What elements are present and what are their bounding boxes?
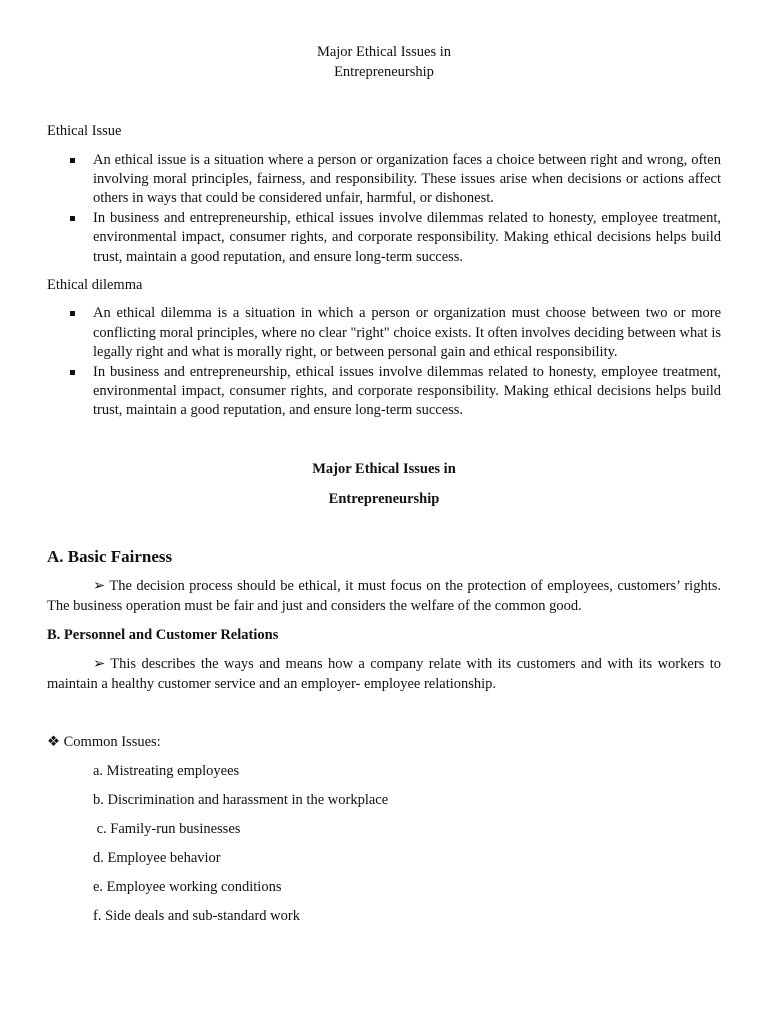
ethical-issue-bullet-1: An ethical issue is a situation where a person or organization faces a choice between right and wrong, often involving moral principles, fairness, and responsibility. These issues arise when decisions or actions affect others in ways that could be considered unfair, harmful, or dishonest. bbox=[93, 151, 721, 209]
section-a-body: ➢ The decision process should be ethical, it must focus on the protection of employees, customers’ rights. The business operation must be fair and just and considers the welfare of the common good. bbox=[47, 577, 721, 614]
main-title-line1: Major Ethical Issues in bbox=[312, 460, 456, 477]
ethical-issue-bullet-2: In business and entrepreneurship, ethical issues involve dilemmas related to honesty, employee treatment, environmental impact, consumer rights, and corporate responsibility. Making ethical decisions helps build trust, maintain a good reputation, and ensure long-term success. bbox=[93, 209, 721, 267]
ethical-dilemma-bullet-1: An ethical dilemma is a situation in which a person or organization must choose between two or more conflicting moral principles, where no clear "right" choice exists. It often involves deciding between what is legally right and what is morally right, or between personal gain and ethical responsibility. bbox=[93, 304, 721, 362]
document-title-line2: Entrepreneurship bbox=[334, 64, 434, 80]
common-issue-item: e. Employee working conditions bbox=[93, 878, 282, 895]
common-issue-item: b. Discrimination and harassment in the workplace bbox=[93, 791, 389, 808]
common-issue-item: f. Side deals and sub-standard work bbox=[93, 907, 300, 924]
common-issues-heading: ❖ Common Issues: bbox=[47, 733, 161, 750]
main-title-line2: Entrepreneurship bbox=[328, 490, 440, 507]
ethical-dilemma-label: Ethical dilemma bbox=[47, 276, 143, 293]
ethical-dilemma-bullet-2: In business and entrepreneurship, ethical issues involve dilemmas related to honesty, employee treatment, environmental impact, consumer rights, and corporate responsibility. Making ethical decisions helps build trust, maintain a good reputation, and ensure long-term success. bbox=[93, 363, 721, 421]
ethical-issue-list bbox=[47, 151, 721, 267]
ethical-issue-label: Ethical Issue bbox=[47, 123, 122, 139]
document-title bbox=[47, 0, 721, 82]
common-issue-item: d. Employee behavior bbox=[93, 849, 221, 866]
ethical-dilemma-list bbox=[47, 304, 721, 420]
section-a-heading: A. Basic Fairness bbox=[47, 546, 173, 566]
section-b-heading: B. Personnel and Customer Relations bbox=[47, 626, 279, 643]
common-issue-item: c. Family-run businesses bbox=[93, 820, 241, 837]
document-title-line1: Major Ethical Issues in bbox=[316, 44, 452, 60]
common-issue-item: a. Mistreating employees bbox=[93, 762, 240, 779]
section-b-body: ➢ This describes the ways and means how a company relate with its customers and with its workers to maintain a healthy customer service and an employer- employee relationship. bbox=[47, 655, 721, 692]
